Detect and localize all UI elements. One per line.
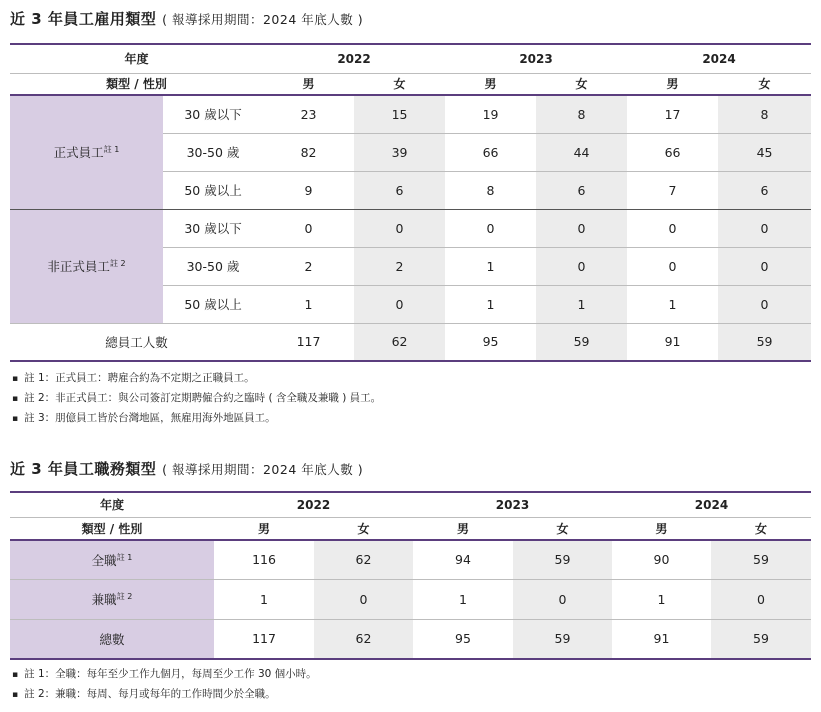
total-row xyxy=(10,619,811,659)
gender-label: 女 xyxy=(357,521,370,536)
cell: 0 xyxy=(314,579,413,619)
year-label: 年度 xyxy=(99,498,124,513)
cell: 0 xyxy=(627,209,718,247)
note: ▪ 註 1：正式員工：聘雇合約為不定期之正職員工。 xyxy=(12,369,381,389)
age-label: 30 歲以下 xyxy=(163,209,263,247)
age-label: 50 歲以上 xyxy=(163,285,263,323)
cell: 0 xyxy=(718,247,811,285)
cell: 0 xyxy=(718,209,811,247)
type-gender-label: 類型 / 性別 xyxy=(81,521,143,536)
age-label: 50 歲以上 xyxy=(184,183,242,198)
age-label: 30-50 歲 xyxy=(163,133,263,171)
cell: 2 xyxy=(263,247,354,285)
cell: 1 xyxy=(445,285,536,323)
age-label: 30-50 歲 xyxy=(163,247,263,285)
cell: 82 xyxy=(263,133,354,171)
cell: 44 xyxy=(536,133,627,171)
gender-label: 女 xyxy=(754,521,767,536)
row-label-parttime: 兼職$^{註 2}$ xyxy=(10,579,214,619)
cell: 17 xyxy=(627,95,718,133)
note: ▪ 註 3：朋億員工皆於台灣地區，無雇用海外地區員工。 xyxy=(12,409,381,429)
cell: 23 xyxy=(263,95,354,133)
gender-header-row xyxy=(10,517,811,540)
cell: 59 xyxy=(711,540,811,579)
cell: 2 xyxy=(354,247,445,285)
year-2023: 2023 xyxy=(519,51,553,66)
cell: 62 xyxy=(314,619,413,659)
cell: 66 xyxy=(627,133,718,171)
cell: 1 xyxy=(413,579,513,619)
cell: 1 xyxy=(627,285,718,323)
cell: 8 xyxy=(536,95,627,133)
gender-label: 女 xyxy=(758,77,771,92)
cell: 59 xyxy=(711,619,811,659)
cell: 0 xyxy=(354,285,445,323)
gender-label: 男 xyxy=(257,521,270,536)
cell: 62 xyxy=(354,323,445,361)
row-label-total: 總數 xyxy=(10,619,214,659)
gender-header-row xyxy=(10,73,811,95)
cell: 1 xyxy=(445,247,536,285)
cell: 59 xyxy=(536,323,627,361)
cell: 1 xyxy=(536,285,627,323)
cell: 0 xyxy=(445,209,536,247)
table2-title: 近 3 年員工職務類型 ( 報導採用期間：2024 年底人數 ) xyxy=(10,460,364,478)
cell: 59 xyxy=(513,540,612,579)
cell: 0 xyxy=(354,209,445,247)
cell: 9 xyxy=(304,182,313,198)
cell: 94 xyxy=(413,540,513,579)
note: ▪ 註 1：全職：每年至少工作九個月，每周至少工作 30 個小時。 xyxy=(12,665,317,685)
gender-label: 男 xyxy=(456,521,469,536)
total-row xyxy=(10,323,811,361)
year-2024: 2024 xyxy=(694,497,729,512)
gender-label: 男 xyxy=(302,77,315,92)
note: ▪ 註 2：兼職：每周、每月或每年的工作時間少於全職。 xyxy=(12,685,317,705)
gender-label: 女 xyxy=(575,77,588,92)
cell: 90 xyxy=(612,540,711,579)
year-header-row xyxy=(10,492,811,517)
cell: 95 xyxy=(455,631,471,647)
cell: 0 xyxy=(711,579,811,619)
cell: 116 xyxy=(214,540,314,579)
job-type-table xyxy=(10,491,811,660)
cell: 59 xyxy=(718,323,811,361)
table1-notes xyxy=(12,369,381,429)
cell: 1 xyxy=(612,579,711,619)
group-label-nonregular: 非正式員工$^{註 2}$ xyxy=(10,209,163,323)
group-label-regular: 正式員工$^{註 1}$ xyxy=(10,95,163,209)
gender-label: 女 xyxy=(556,521,569,536)
gender-label: 男 xyxy=(655,521,668,536)
cell: 91 xyxy=(653,631,670,647)
cell: 6 xyxy=(718,171,811,209)
cell: 0 xyxy=(536,209,627,247)
total-label: 總員工人數 xyxy=(105,334,168,350)
type-gender-label: 類型 / 性別 xyxy=(106,77,167,92)
table1-title: 近 3 年員工雇用類型 ( 報導採用期間：2024 年底人數 ) xyxy=(10,10,364,28)
table-row xyxy=(10,579,811,619)
table-row xyxy=(10,209,811,247)
table2-subtitle: ( 報導採用期間：2024 年底人數 ) xyxy=(162,462,364,477)
gender-label: 男 xyxy=(484,77,497,92)
cell: 19 xyxy=(445,95,536,133)
cell: 117 xyxy=(252,631,276,647)
cell: 0 xyxy=(536,247,627,285)
cell: 1 xyxy=(214,579,314,619)
cell: 45 xyxy=(718,133,811,171)
cell: 0 xyxy=(718,285,811,323)
cell: 59 xyxy=(513,619,612,659)
cell: 8 xyxy=(718,95,811,133)
cell: 117 xyxy=(296,334,321,350)
employment-type-table xyxy=(10,43,811,362)
cell: 15 xyxy=(354,95,445,133)
cell: 95 xyxy=(482,334,499,350)
cell: 7 xyxy=(668,182,677,198)
cell: 0 xyxy=(513,579,612,619)
cell: 66 xyxy=(445,133,536,171)
cell: 39 xyxy=(354,133,445,171)
cell: 62 xyxy=(314,540,413,579)
row-label-fulltime: 全職$^{註 1}$ xyxy=(10,540,214,579)
year-2022: 2022 xyxy=(337,51,371,66)
cell: 0 xyxy=(263,209,354,247)
table2-notes xyxy=(12,665,317,705)
cell: 8 xyxy=(486,182,495,198)
cell: 6 xyxy=(354,171,445,209)
year-label: 年度 xyxy=(124,52,149,67)
age-label: 30 歲以下 xyxy=(163,95,263,133)
table1-subtitle: ( 報導採用期間：2024 年底人數 ) xyxy=(162,12,364,27)
cell: 1 xyxy=(263,285,354,323)
year-header-row xyxy=(10,44,811,73)
year-2024: 2024 xyxy=(702,51,736,66)
cell: 6 xyxy=(536,171,627,209)
year-2022: 2022 xyxy=(296,497,331,512)
year-2023: 2023 xyxy=(495,497,530,512)
cell: 91 xyxy=(664,334,681,350)
gender-label: 男 xyxy=(666,77,679,92)
gender-label: 女 xyxy=(393,77,406,92)
note: ▪ 註 2：非正式員工：與公司簽訂定期聘僱合約之臨時 ( 含全職及兼職 ) 員工。 xyxy=(12,389,381,409)
table-row xyxy=(10,540,811,579)
cell: 0 xyxy=(627,247,718,285)
table-row xyxy=(10,95,811,133)
